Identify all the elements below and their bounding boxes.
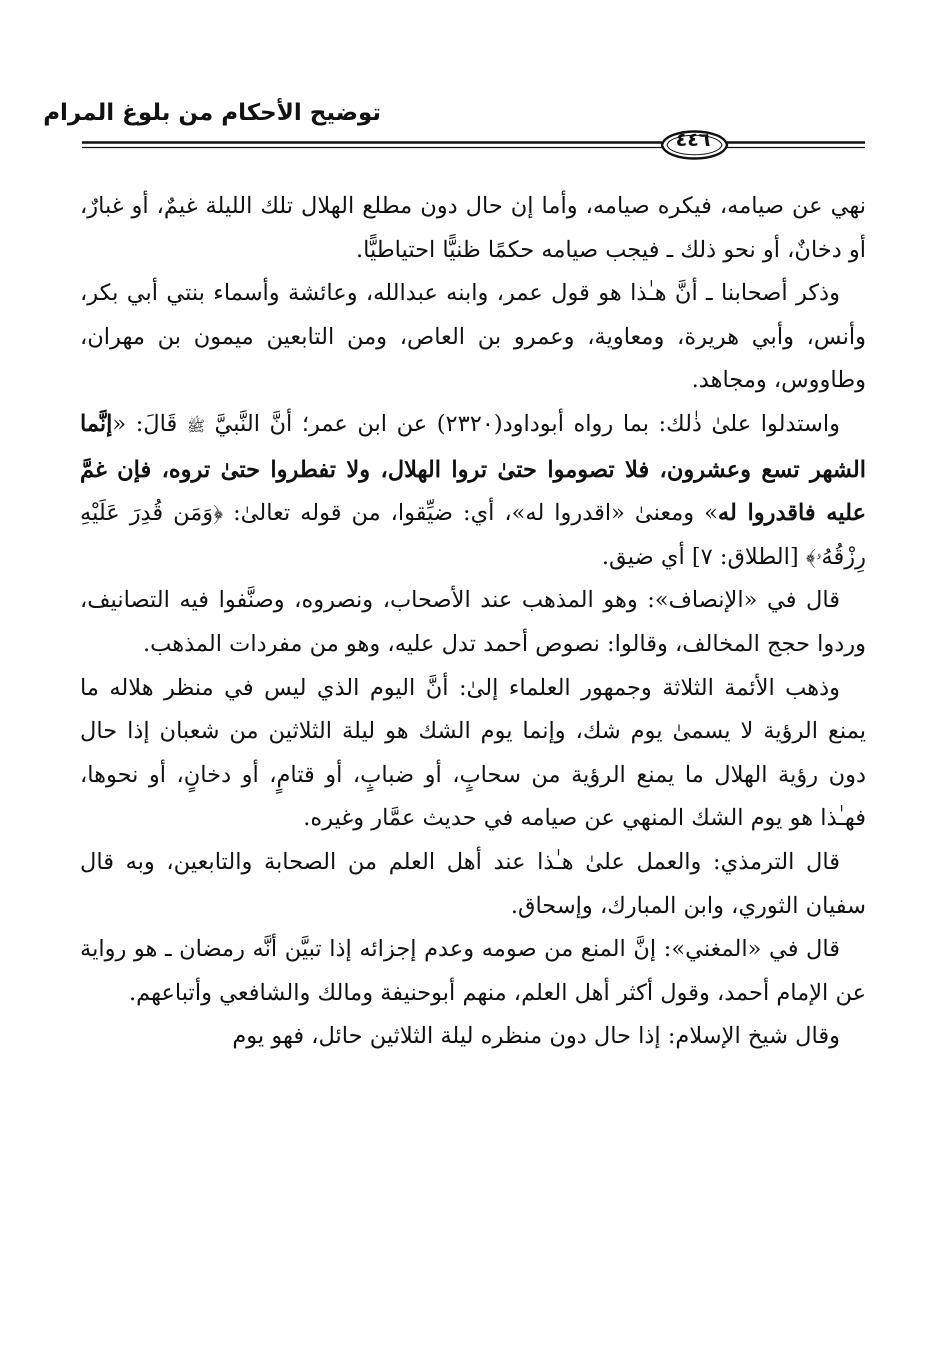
paragraph-text: وقال شيخ الإسلام: إذا حال دون منظره ليلة الثلاثين حائل، فهو يوم [232,1023,840,1050]
paragraph-text: قال في «المغني»: إنَّ المنع من صومه وعدم إجزائه إذا تبيَّن أنَّه رمضان ـ هو رواية عن الإمام أحمد، وقول أكثر أهل العلم، منهم أبوحنيفة ومالك والشافعي وأتباعهم. [80,936,866,1006]
paragraph-text: قَالَ: « [112,410,187,437]
paragraph-text: » ومعنىٰ «اقدروا له»، أي: ضيِّقوا، من قوله تعالىٰ: ﴿وَمَن قُدِرَ عَلَيْهِ رِزْقُهُۥ﴾ [الطلاق: ٧] أي ضيق. [80,500,866,570]
paragraph-text: وذهب الأئمة الثلاثة وجمهور العلماء إلىٰ: أنَّ اليوم الذي ليس في منظر هلاله ما يمنع الرؤية لا يسمىٰ يوم شك، وإنما يوم الشك هو ليلة الثلاثين من شعبان إذا حال دون رؤية الهلال ما يمنع الرؤية من سحابٍ، أو ضبابٍ، أو قتامٍ، أو دخانٍ، أو نحوها، فهـٰذا هو يوم الشك المنهي عن صيامه في حديث عمَّار وغيره. [80,674,866,832]
paragraph [80,185,866,272]
paragraph-text: نهي عن صيامه، فيكره صيامه، وأما إن حال دون مطلع الهلال تلك الليلة غيمٌ، أو غبارٌ، أو دخانٌ، أو نحو ذلك ـ فيجب صيامه حكمًا ظنيًّا احتياطيًّا. [80,193,866,263]
running-title: توضيح الأحكام من بلوغ المرام [43,100,381,126]
body-text [80,185,866,1059]
paragraph [80,272,866,403]
paragraph-text: قال في «الإنصاف»: وهو المذهب عند الأصحاب، ونصروه، وصنَّفوا فيه التصانيف، وردوا حجج المخالف، وقالوا: نصوص أحمد تدل عليه، وهو من مفردات المذهب. [80,587,866,657]
honorific-glyph: ﷺ [186,416,205,435]
paragraph-text: قال الترمذي: والعمل علىٰ هـٰذا عند أهل العلم من الصحابة والتابعين، وبه قال سفيان الثوري، وابن المبارك، وإسحاق. [80,848,866,919]
paragraph-text: وذكر أصحابنا ـ أنَّ هـٰذا هو قول عمر، وابنه عبدالله، وعائشة وأسماء بنتي أبي بكر، وأنس، وأبي هريرة، ومعاوية، وعمرو بن العاص، ومن التابعين ميمون بن مهران، وطاووس، ومجاهد. [80,280,866,394]
hadith-quote: إنَّما الشهر تسع وعشرون، فلا تصوموا حتىٰ تروا الهلال، ولا تفطروا حتىٰ تروه، فإن غمَّ عليه فاقدروا له [80,410,866,527]
paragraph [80,1015,866,1059]
page-number: ٤٤٦ [675,129,711,151]
paragraph [80,667,866,841]
paragraph [80,841,866,928]
header-rule [82,124,865,164]
paragraph [80,579,866,666]
paragraph-text: واستدلوا علىٰ ذٰلك: بما رواه أبوداود(٢٣٢٠) عن ابن عمر؛ أنَّ النَّبيَّ [204,410,841,437]
paragraph [80,403,866,579]
paragraph [80,928,866,1015]
